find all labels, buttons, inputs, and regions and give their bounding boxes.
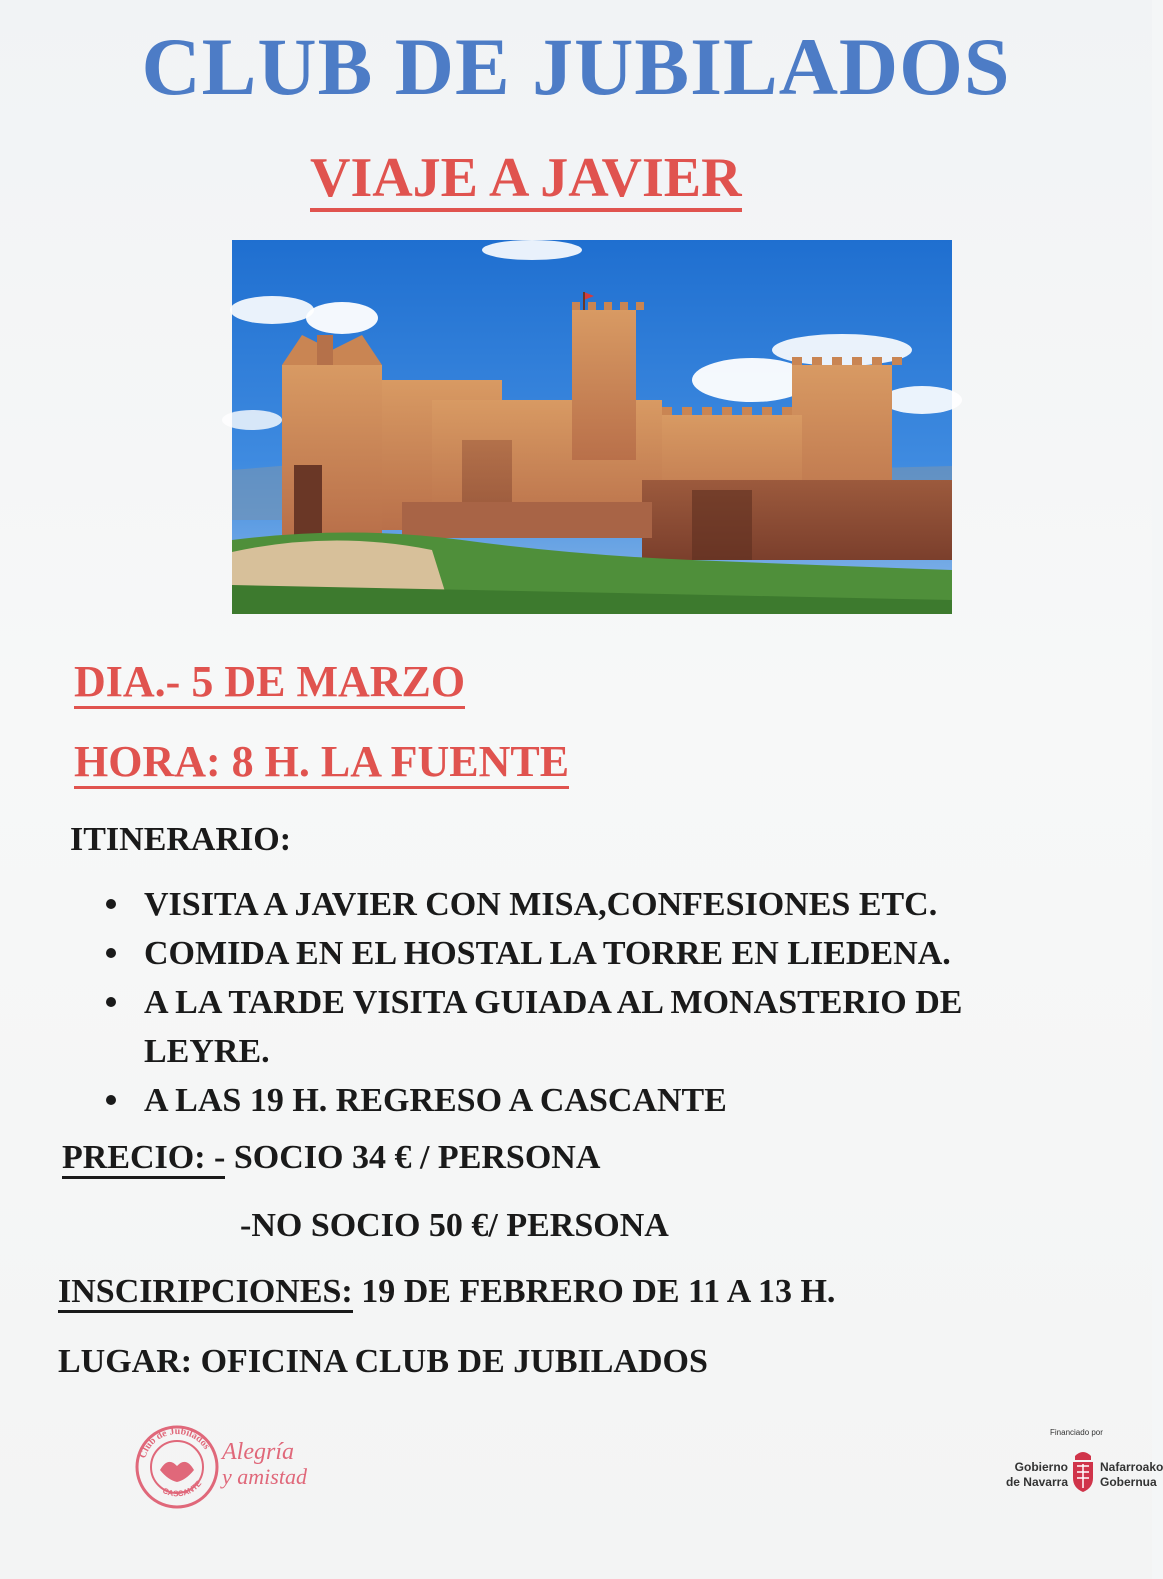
- gov-name-spanish: [992, 1460, 1068, 1490]
- place-line: LUGAR: OFICINA CLUB DE JUBILADOS: [58, 1343, 708, 1380]
- registration-line: [58, 1272, 835, 1312]
- itinerary-item-text: A LAS 19 H. REGRESO A CASCANTE: [144, 1082, 727, 1119]
- bullet-dot: [106, 997, 116, 1007]
- navarra-crest-icon: [1070, 1450, 1096, 1494]
- gov-right-line2: Gobernua: [1100, 1475, 1157, 1489]
- gov-left-line1: Gobierno: [1014, 1460, 1068, 1474]
- itinerary-item: [100, 978, 1064, 1076]
- stamp-text-line2: y amistad: [222, 1464, 307, 1489]
- itinerary-item: [100, 929, 1090, 978]
- bullet-dot: [106, 1095, 116, 1105]
- poster-subtitle: VIAJE A JAVIER: [310, 148, 742, 212]
- funded-by-label: Financiado por: [1050, 1428, 1103, 1437]
- itinerary-item-text: COMIDA EN EL HOSTAL LA TORRE EN LIEDENA.: [144, 935, 951, 972]
- date-line: DIA.- 5 DE MARZO: [74, 658, 465, 709]
- itinerary-list: [100, 880, 1090, 1125]
- itinerary-item: [100, 1076, 1090, 1125]
- gov-name-basque: [1100, 1460, 1163, 1490]
- price-nonmember: -NO SOCIO 50 €/ PERSONA: [240, 1207, 669, 1244]
- itinerary-heading: ITINERARIO:: [70, 821, 292, 858]
- price-member-line: [62, 1138, 600, 1178]
- svg-text:CASCANTE: [161, 1478, 204, 1498]
- price-member: SOCIO 34 € / PERSONA: [233, 1139, 601, 1176]
- registration-value: 19 DE FEBRERO DE 11 A 13 H.: [361, 1273, 836, 1310]
- registration-label: INSCIRIPCIONES:: [58, 1273, 353, 1313]
- itinerary-item: [100, 880, 1090, 929]
- itinerary-item-text: A LA TARDE VISITA GUIADA AL MONASTERIO DE LEYRE.: [144, 984, 963, 1070]
- itinerary-item-text: VISITA A JAVIER CON MISA,CONFESIONES ETC.: [144, 886, 938, 923]
- stamp-ring-text: Club de Jubilados: [137, 1425, 212, 1460]
- gov-left-line2: de Navarra: [1005, 1475, 1068, 1489]
- castle-photo: [232, 240, 952, 614]
- price-label: PRECIO: -: [62, 1139, 225, 1179]
- bullet-dot: [106, 899, 116, 909]
- bullet-dot: [106, 948, 116, 958]
- stamp-ring-bottom: CASCANTE: [161, 1478, 204, 1499]
- stamp-text-line1: Alegría: [222, 1439, 294, 1465]
- time-line: HORA: 8 H. LA FUENTE: [74, 738, 569, 789]
- gov-right-line1: Nafarroako: [1100, 1460, 1163, 1474]
- poster-title: CLUB DE JUBILADOS: [141, 21, 1011, 112]
